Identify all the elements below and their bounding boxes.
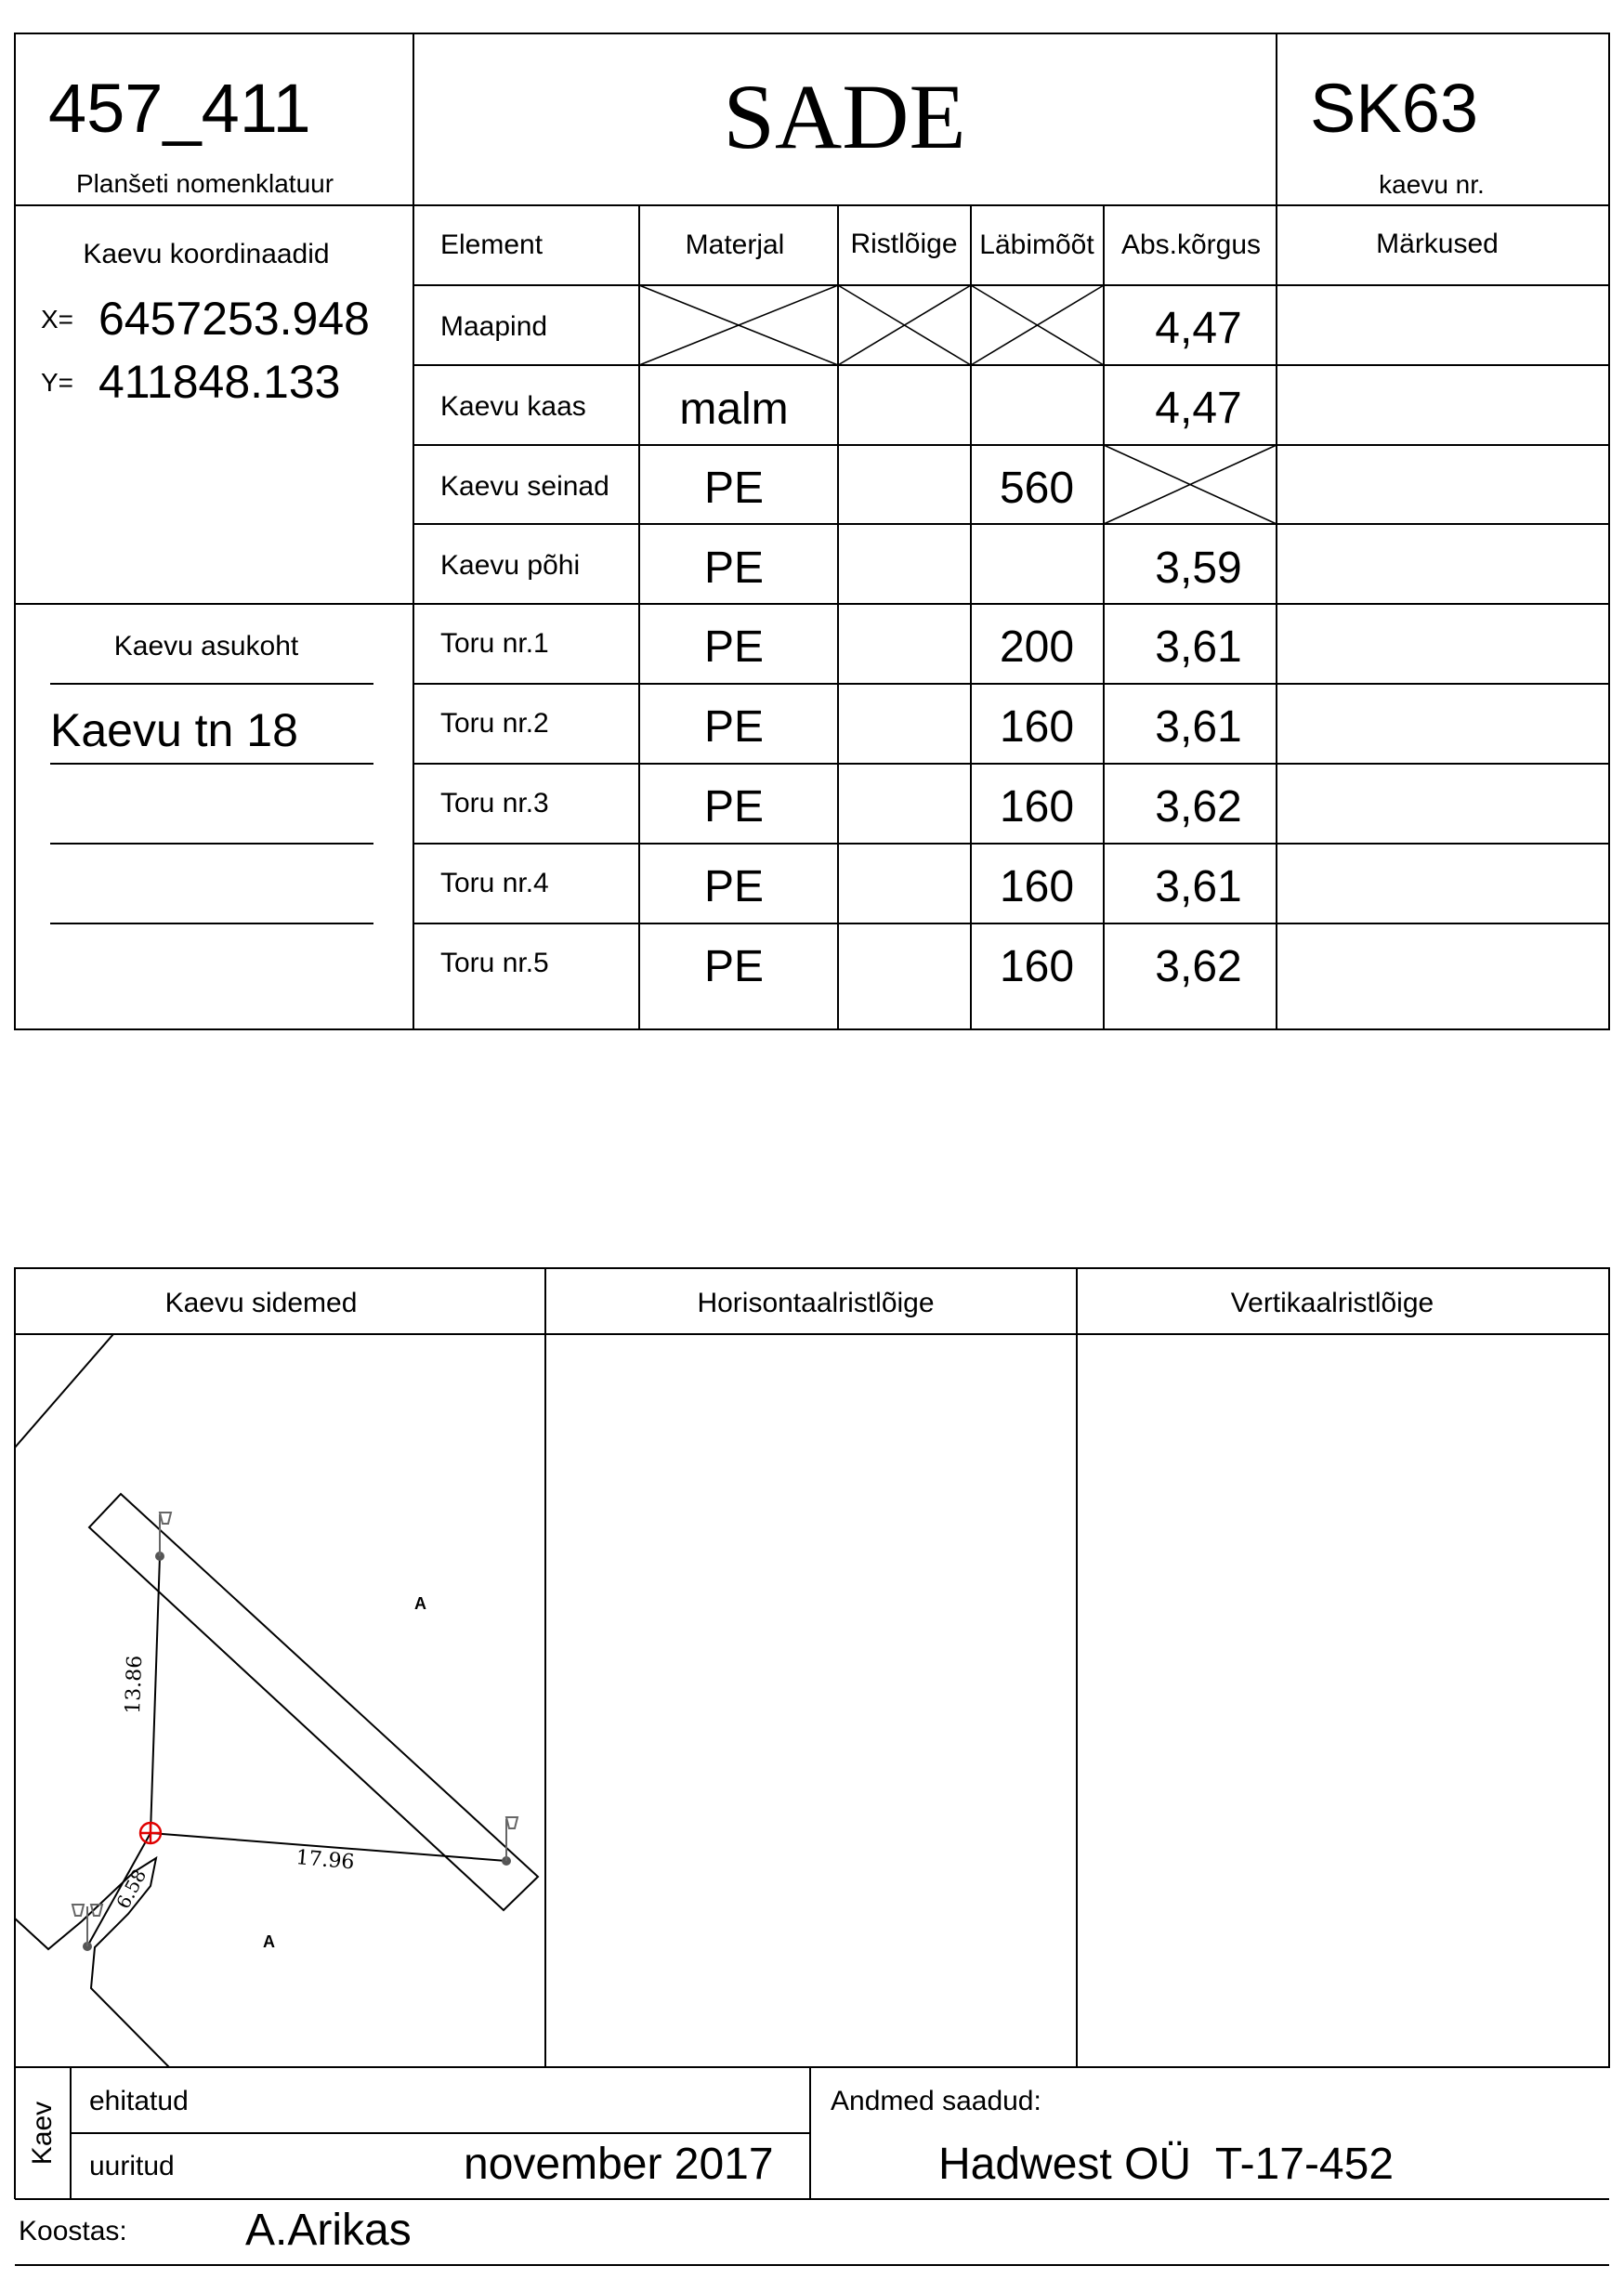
row-elevation: 3,61 <box>1155 862 1242 911</box>
dimension-label: 13.86 <box>122 1655 148 1715</box>
sheet-label: Planšeti nomenklatuur <box>76 169 334 198</box>
built-label: ehitatud <box>89 2086 189 2116</box>
row-material: malm <box>679 385 789 434</box>
row-element: Toru nr.1 <box>440 628 549 659</box>
y-value: 411848.133 <box>98 356 341 408</box>
row-elevation: 3,59 <box>1155 544 1242 593</box>
row-material: PE <box>703 862 765 911</box>
row-elevation: 4,47 <box>1155 304 1242 353</box>
surveyed-date: november 2017 <box>464 2140 774 2189</box>
header-elevation: Abs.kõrgus <box>1120 229 1262 260</box>
sketch-header-vertical: Vertikaalristlõige <box>1230 1288 1434 1318</box>
row-diameter: 160 <box>999 862 1075 911</box>
sketch-header-ties: Kaevu sidemed <box>164 1288 358 1318</box>
row-material: PE <box>703 544 765 593</box>
surveyed-label: uuritud <box>89 2151 175 2181</box>
sketch-header-horizontal: Horisontaalristlõige <box>697 1288 935 1318</box>
row-element: Toru nr.3 <box>440 788 549 819</box>
row-material: PE <box>703 942 765 991</box>
manhole-number: SK63 <box>1310 70 1479 147</box>
ties-sketch <box>15 1334 545 2067</box>
data-source-label: Andmed saadud: <box>831 2086 1041 2116</box>
x-label: X= <box>41 305 74 334</box>
author-name: A.Arikas <box>245 2206 412 2255</box>
row-elevation: 3,62 <box>1155 782 1242 832</box>
coordinates-title: Kaevu koordinaadid <box>83 239 330 269</box>
header-diameter: Läbimõõt <box>979 229 1094 260</box>
location-title: Kaevu asukoht <box>113 631 299 661</box>
page-title: SADE <box>723 65 966 168</box>
dimension-label: 6.58 <box>111 1865 151 1913</box>
row-material: PE <box>703 702 765 752</box>
header-notes: Märkused <box>1376 229 1499 259</box>
header-cross-section: Ristlõige <box>850 229 958 259</box>
area-label: A <box>263 1932 275 1951</box>
row-element: Kaevu kaas <box>440 391 586 422</box>
manhole-label: kaevu nr. <box>1379 170 1485 199</box>
lamp-post-icon <box>506 1817 517 1861</box>
row-elevation: 3,61 <box>1155 702 1242 752</box>
sheet-number: 457_411 <box>48 70 311 147</box>
row-element: Toru nr.2 <box>440 708 549 739</box>
row-diameter: 560 <box>999 464 1075 513</box>
header-element: Element <box>440 229 544 260</box>
side-label: Kaev <box>27 2101 58 2166</box>
location-address: Kaevu tn 18 <box>50 704 298 756</box>
row-material: PE <box>703 782 765 832</box>
tie-line-1 <box>151 1556 160 1833</box>
row-material: PE <box>703 622 765 672</box>
row-element: Kaevu seinad <box>440 471 609 502</box>
row-element: Toru nr.4 <box>440 868 549 898</box>
row-elevation: 3,61 <box>1155 622 1242 672</box>
manhole-marker-icon <box>140 1823 161 1843</box>
row-diameter: 160 <box>999 702 1075 752</box>
row-diameter: 160 <box>999 782 1075 832</box>
row-material: PE <box>703 464 765 513</box>
row-element: Toru nr.5 <box>440 948 549 978</box>
area-label: A <box>414 1594 426 1613</box>
boundary-line <box>15 1334 113 1447</box>
row-elevation: 3,62 <box>1155 942 1242 991</box>
y-label: Y= <box>41 368 74 397</box>
row-element: Maapind <box>440 311 548 342</box>
x-value: 6457253.948 <box>98 293 370 345</box>
row-element: Kaevu põhi <box>440 550 581 581</box>
row-diameter: 160 <box>999 942 1075 991</box>
author-label: Koostas: <box>19 2216 127 2246</box>
row-elevation: 4,47 <box>1155 384 1242 433</box>
data-source: Hadwest OÜ T-17-452 <box>938 2140 1395 2189</box>
property-boundary <box>15 1858 169 2067</box>
row-diameter: 200 <box>999 622 1075 672</box>
header-material: Materjal <box>685 229 785 260</box>
dimension-label: 17.96 <box>295 1846 356 1875</box>
